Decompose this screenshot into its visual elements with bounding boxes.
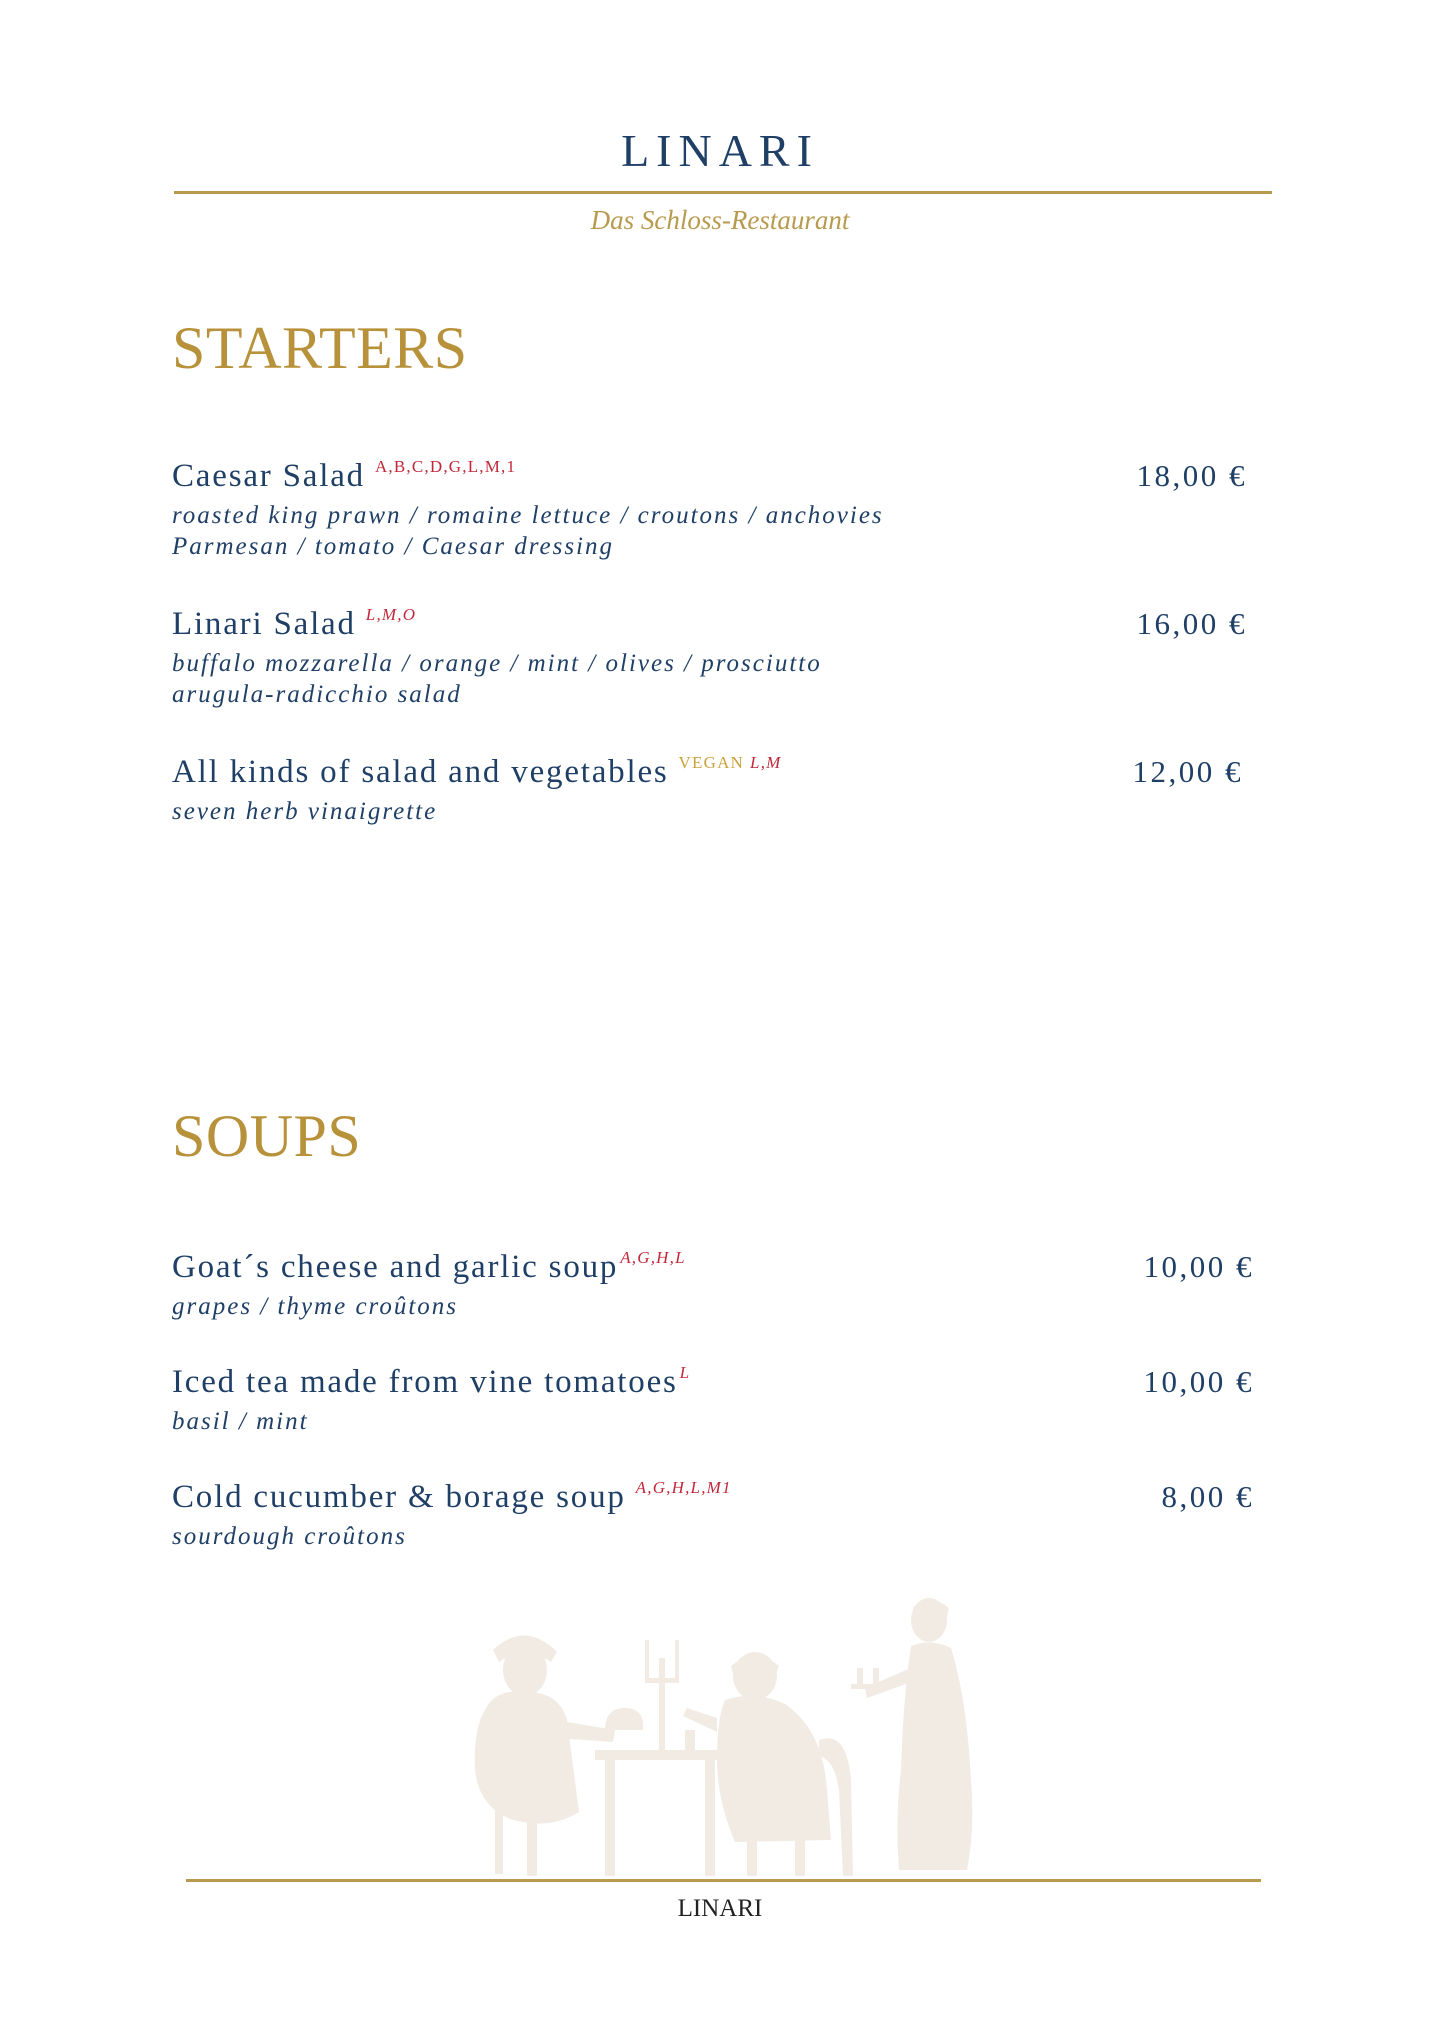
- allergen-codes: L,M: [750, 753, 782, 772]
- item-name: Linari Salad: [172, 606, 356, 642]
- menu-item-cucumber-borage-soup: [172, 1479, 1254, 1552]
- item-description: [172, 500, 1247, 562]
- description-line: arugula-radicchio salad: [172, 681, 462, 708]
- item-name: Goat´s cheese and garlic soup: [172, 1249, 619, 1285]
- item-description: [172, 1406, 1254, 1437]
- section-title-starters: STARTERS: [172, 315, 468, 381]
- item-price: 18,00 €: [1136, 458, 1247, 493]
- item-price: 8,00 €: [1161, 1479, 1254, 1514]
- allergen-codes: L: [679, 1363, 691, 1382]
- item-name: All kinds of salad and vegetables: [172, 754, 669, 790]
- footer-divider: [186, 1879, 1261, 1882]
- item-name: Caesar Salad: [172, 458, 365, 494]
- menu-item-iced-tomato-tea: [172, 1364, 1254, 1437]
- item-price: 10,00 €: [1143, 1364, 1254, 1399]
- description-line: seven herb vinaigrette: [172, 798, 438, 825]
- footer-brand: LINARI: [677, 1895, 763, 1922]
- description-line: grapes / thyme croûtons: [172, 1293, 459, 1320]
- item-price: 16,00 €: [1136, 606, 1247, 641]
- menu-item-caesar-salad: [172, 458, 1247, 562]
- brand-title: LINARI: [621, 125, 819, 176]
- allergen-codes: L,M,O: [365, 605, 417, 624]
- item-price: 10,00 €: [1143, 1249, 1254, 1284]
- section-title-soups: SOUPS: [172, 1103, 362, 1169]
- description-line: Parmesan / tomato / Caesar dressing: [172, 533, 614, 560]
- description-line: sourdough croûtons: [172, 1523, 407, 1550]
- allergen-codes: A,G,H,L: [620, 1248, 686, 1267]
- item-description: [172, 1291, 1254, 1322]
- menu-item-linari-salad: [172, 606, 1247, 710]
- item-name: Iced tea made from vine tomatoes: [172, 1364, 678, 1400]
- item-price: 12,00 €: [1132, 754, 1243, 789]
- item-name: Cold cucumber & borage soup: [172, 1479, 626, 1515]
- allergen-codes: A,B,C,D,G,L,M,1: [374, 457, 517, 476]
- description-line: basil / mint: [172, 1408, 309, 1435]
- brand-tagline: Das Schloss-Restaurant: [590, 205, 850, 235]
- description-line: buffalo mozzarella / orange / mint / olives / prosciutto: [172, 650, 822, 677]
- vegan-badge: VEGAN: [678, 753, 745, 772]
- item-description: [172, 796, 1243, 827]
- menu-item-salad-vegetables: [172, 754, 1243, 827]
- item-description: [172, 1521, 1254, 1552]
- header-divider: [174, 191, 1272, 194]
- description-line: roasted king prawn / romaine lettuce / croutons / anchovies: [172, 502, 884, 529]
- allergen-codes: A,G,H,L,M1: [635, 1478, 732, 1497]
- dining-scene-silhouette-icon: [455, 1580, 995, 1880]
- menu-item-goats-cheese-soup: [172, 1249, 1254, 1322]
- item-description: [172, 648, 1247, 710]
